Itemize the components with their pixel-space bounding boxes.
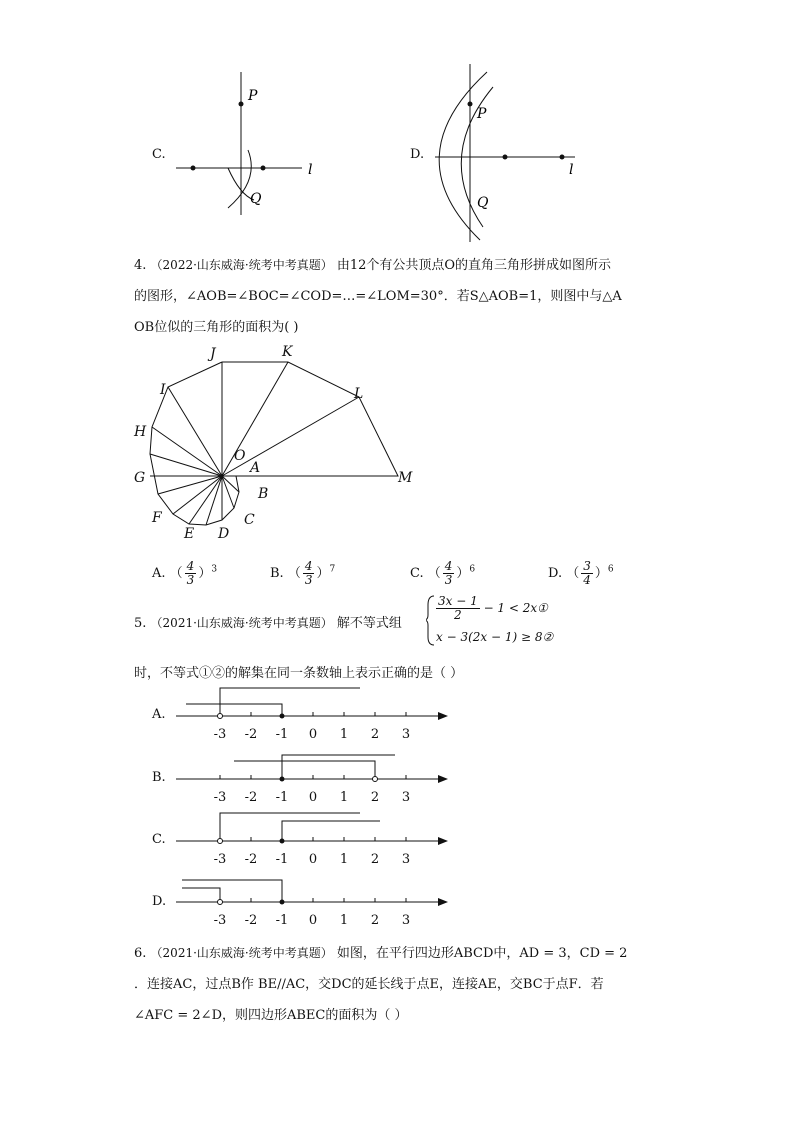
- svg-text:-1: -1: [275, 852, 289, 867]
- line-l-label: l: [308, 162, 313, 178]
- svg-text:-3: -3: [213, 852, 227, 867]
- line-l-label: l: [569, 162, 574, 178]
- ineq1-numerator: 3x − 1: [438, 594, 478, 608]
- question-lead: 解不等式组: [336, 616, 402, 631]
- option-b-label[interactable]: B.: [152, 770, 166, 785]
- question-text-line2: ．连接AC，过点B作 BE//AC，交DC的延长线于点E，连接AE，交BC于点F．若: [134, 977, 604, 992]
- option-a[interactable]: A. （ $\frac{4}{3}$ ）$^3$: [152, 559, 218, 587]
- question-text-line2: 的图形，∠AOB=∠BOC=∠COD=…=∠LOM=30°．若S△AOB=1，则图中与△A: [134, 289, 622, 304]
- point-g: G: [134, 470, 146, 486]
- point-f: F: [152, 510, 162, 526]
- number-line-c: [170, 807, 460, 871]
- svg-text:-3: -3: [213, 913, 227, 928]
- svg-text:2: 2: [370, 727, 380, 742]
- figure-d-svg: [425, 62, 595, 244]
- svg-text:0: 0: [308, 790, 318, 805]
- svg-text:-3: -3: [213, 790, 227, 805]
- option-a-label[interactable]: A.: [152, 707, 166, 722]
- question-text-line1: 由12个有公共顶点O的直角三角形拼成如图所示: [336, 258, 612, 273]
- option-d[interactable]: D. （ $\frac{3}{4}$ ）$^6$: [548, 559, 614, 587]
- svg-text:-2: -2: [244, 790, 258, 805]
- point-h: H: [134, 424, 147, 440]
- question-number: 4.: [134, 258, 147, 273]
- spiral-triangles-figure: [130, 342, 420, 542]
- point-k: K: [282, 344, 293, 360]
- figure-c-svg: [170, 70, 330, 220]
- svg-text:0: 0: [308, 852, 318, 867]
- ineq1-rest: − 1 < 2x①: [483, 601, 548, 615]
- svg-text:-1: -1: [275, 727, 289, 742]
- question-source: （2021·山东威海·统考中考真题）: [150, 946, 333, 960]
- svg-text:0: 0: [308, 913, 318, 928]
- point-e: E: [184, 526, 195, 542]
- number-line-a: [170, 682, 460, 746]
- svg-text:0: 0: [308, 727, 318, 742]
- svg-text:1: 1: [339, 727, 349, 742]
- point-q-label: Q: [250, 191, 262, 207]
- number-line-b: [170, 745, 460, 809]
- point-p-label: P: [477, 106, 487, 122]
- question-text-line1: 如图，在平行四边形ABCD中，AD = 3，CD = 2: [336, 946, 628, 961]
- question-text-line2: 时，不等式①②的解集在同一条数轴上表示正确的是（ ）: [134, 666, 464, 681]
- point-j: J: [210, 346, 216, 362]
- point-l: L: [354, 386, 364, 402]
- svg-text:1: 1: [339, 913, 349, 928]
- point-q-label: Q: [477, 195, 489, 211]
- svg-text:1: 1: [339, 790, 349, 805]
- question-source: （2022·山东威海·统考中考真题）: [150, 258, 333, 272]
- svg-text:-3: -3: [213, 727, 227, 742]
- question-number: 6.: [134, 946, 147, 961]
- option-d-label: D.: [410, 147, 425, 162]
- svg-text:-2: -2: [244, 727, 258, 742]
- svg-text:-1: -1: [275, 790, 289, 805]
- question-source: （2021·山东威海·统考中考真题）: [150, 616, 333, 630]
- svg-text:3: 3: [401, 727, 411, 742]
- point-b: B: [258, 486, 269, 502]
- question-number: 5.: [134, 616, 147, 631]
- option-b[interactable]: B. （ $\frac{4}{3}$ ）$^7$: [270, 559, 336, 587]
- option-c-label: C.: [152, 147, 166, 162]
- svg-text:-2: -2: [244, 913, 258, 928]
- svg-text:3: 3: [401, 790, 411, 805]
- option-c[interactable]: C. （ $\frac{4}{3}$ ）$^6$: [410, 559, 476, 587]
- question-text-line3: ∠AFC = 2∠D，则四边形ABEC的面积为（ ）: [134, 1008, 408, 1023]
- point-o: O: [234, 448, 246, 464]
- svg-text:2: 2: [370, 852, 380, 867]
- option-c-label[interactable]: C.: [152, 832, 166, 847]
- svg-text:-2: -2: [244, 852, 258, 867]
- point-m: M: [398, 470, 413, 486]
- point-i: I: [160, 382, 166, 398]
- svg-text:2: 2: [370, 790, 380, 805]
- svg-text:1: 1: [339, 852, 349, 867]
- ineq2: x − 3(2x − 1) ≥ 8②: [436, 630, 554, 644]
- question-text-line3: OB位似的三角形的面积为( ): [134, 320, 299, 335]
- svg-text:3: 3: [401, 852, 411, 867]
- svg-text:2: 2: [370, 913, 380, 928]
- svg-text:-1: -1: [275, 913, 289, 928]
- point-p-label: P: [248, 88, 258, 104]
- point-c: C: [244, 512, 255, 528]
- point-a: A: [250, 460, 261, 476]
- ineq1-denominator: 2: [454, 608, 462, 622]
- number-line-d: [170, 868, 460, 932]
- option-d-label[interactable]: D.: [152, 894, 167, 909]
- point-d: D: [218, 526, 230, 542]
- svg-text:3: 3: [401, 913, 411, 928]
